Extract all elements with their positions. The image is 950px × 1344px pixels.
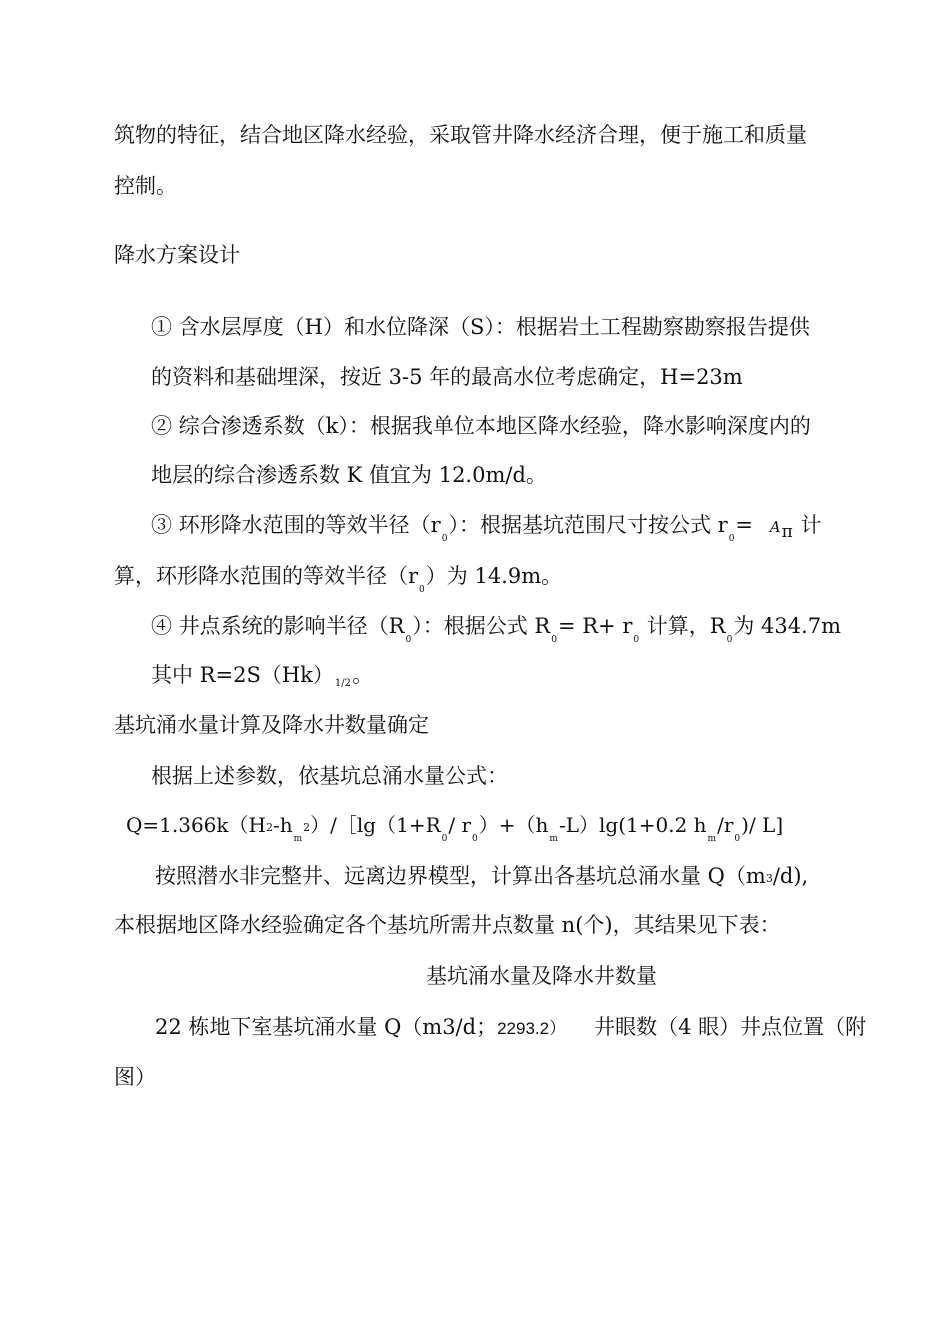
item-1-line-1: ① 含水层厚度（H）和水位降深（S）：根据岩土工程勘察勘察报告提供	[151, 315, 810, 339]
section-heading-inflow-calculation: 基坑涌水量计算及降水井数量确定	[114, 713, 429, 737]
subscript-m: m	[707, 834, 717, 844]
exponent-half: 1/2	[334, 678, 351, 689]
result-line-2: 图）	[114, 1065, 156, 1089]
subscript-0: 0	[726, 635, 733, 645]
table-title: 基坑涌水量及降水井数量	[426, 964, 657, 988]
item-2-line-1: ② 综合渗透系数（k）：根据我单位本地区降水经验，降水影响深度内的	[151, 414, 811, 438]
intro-line-2: 控制。	[114, 174, 177, 198]
inflow-formula: $Q=1.366k(H2-h_m2)/[\lg(1+R_0/$ $r_0)+(h_m-L)\lg(1+0.2$ $h_m/r_0)/$ L]	[126, 813, 784, 844]
subscript-0: 0	[472, 834, 478, 844]
subscript-0: 0	[419, 585, 425, 595]
section-heading-dewatering-design: 降水方案设计	[114, 243, 240, 267]
item-4-line-2: 其中 R=2S（Hk）1/2。	[151, 663, 373, 689]
item-4-line-1: ④ 井点系统的影响半径$(R_0)$：根据公式 $R_0= R+ r_0$ 计算，$R_0$为 434.7m	[151, 614, 842, 645]
subscript-0: 0	[633, 635, 640, 645]
result-line-1: 22 栋地下室基坑涌水量 Q（m3/d；2293.2） 井眼数（4 眼）井点位置（附	[155, 1015, 867, 1039]
subscript-m: m	[549, 834, 558, 844]
subscript-0: 0	[734, 834, 741, 844]
item-3-line-1: ③ 环形降水范围的等效半径$(r_0)$：根据基坑范围尺寸按公式 $r_0= A_\pi$ 计	[151, 513, 822, 544]
calc-line-2: 本根据地区降水经验确定各个基坑所需井点数量 n(个)，其结果见下表：	[114, 913, 781, 937]
item-1-line-2: 的资料和基础埋深，按近 3-5 年的最高水位考虑确定，H=23m	[151, 365, 743, 389]
item-3-line-2: 算，环形降水范围的等效半径$(r_0)$为 14.9m。	[114, 564, 563, 595]
item-2-line-2: 地层的综合渗透系数 K 值宜为 12.0m/d。	[151, 463, 547, 487]
formula-intro: 根据上述参数，依基坑总涌水量公式：	[151, 764, 508, 788]
pi-symbol: π	[781, 522, 793, 542]
subscript-0: 0	[728, 534, 735, 544]
subscript-m: m	[293, 834, 303, 844]
subscript-0: 0	[405, 635, 412, 645]
subscript-0: 0	[441, 534, 448, 544]
area-symbol: A	[769, 518, 781, 536]
subscript-0: 0	[551, 635, 557, 645]
intro-line-1: 筑物的特征，结合地区降水经验，采取管井降水经济合理，便于施工和质量	[114, 123, 807, 147]
calc-line-1: 按照潜水非完整井、远离边界模型，计算出各基坑总涌水量 Q（m3/d),	[155, 864, 809, 888]
subscript-0: 0	[441, 834, 448, 844]
